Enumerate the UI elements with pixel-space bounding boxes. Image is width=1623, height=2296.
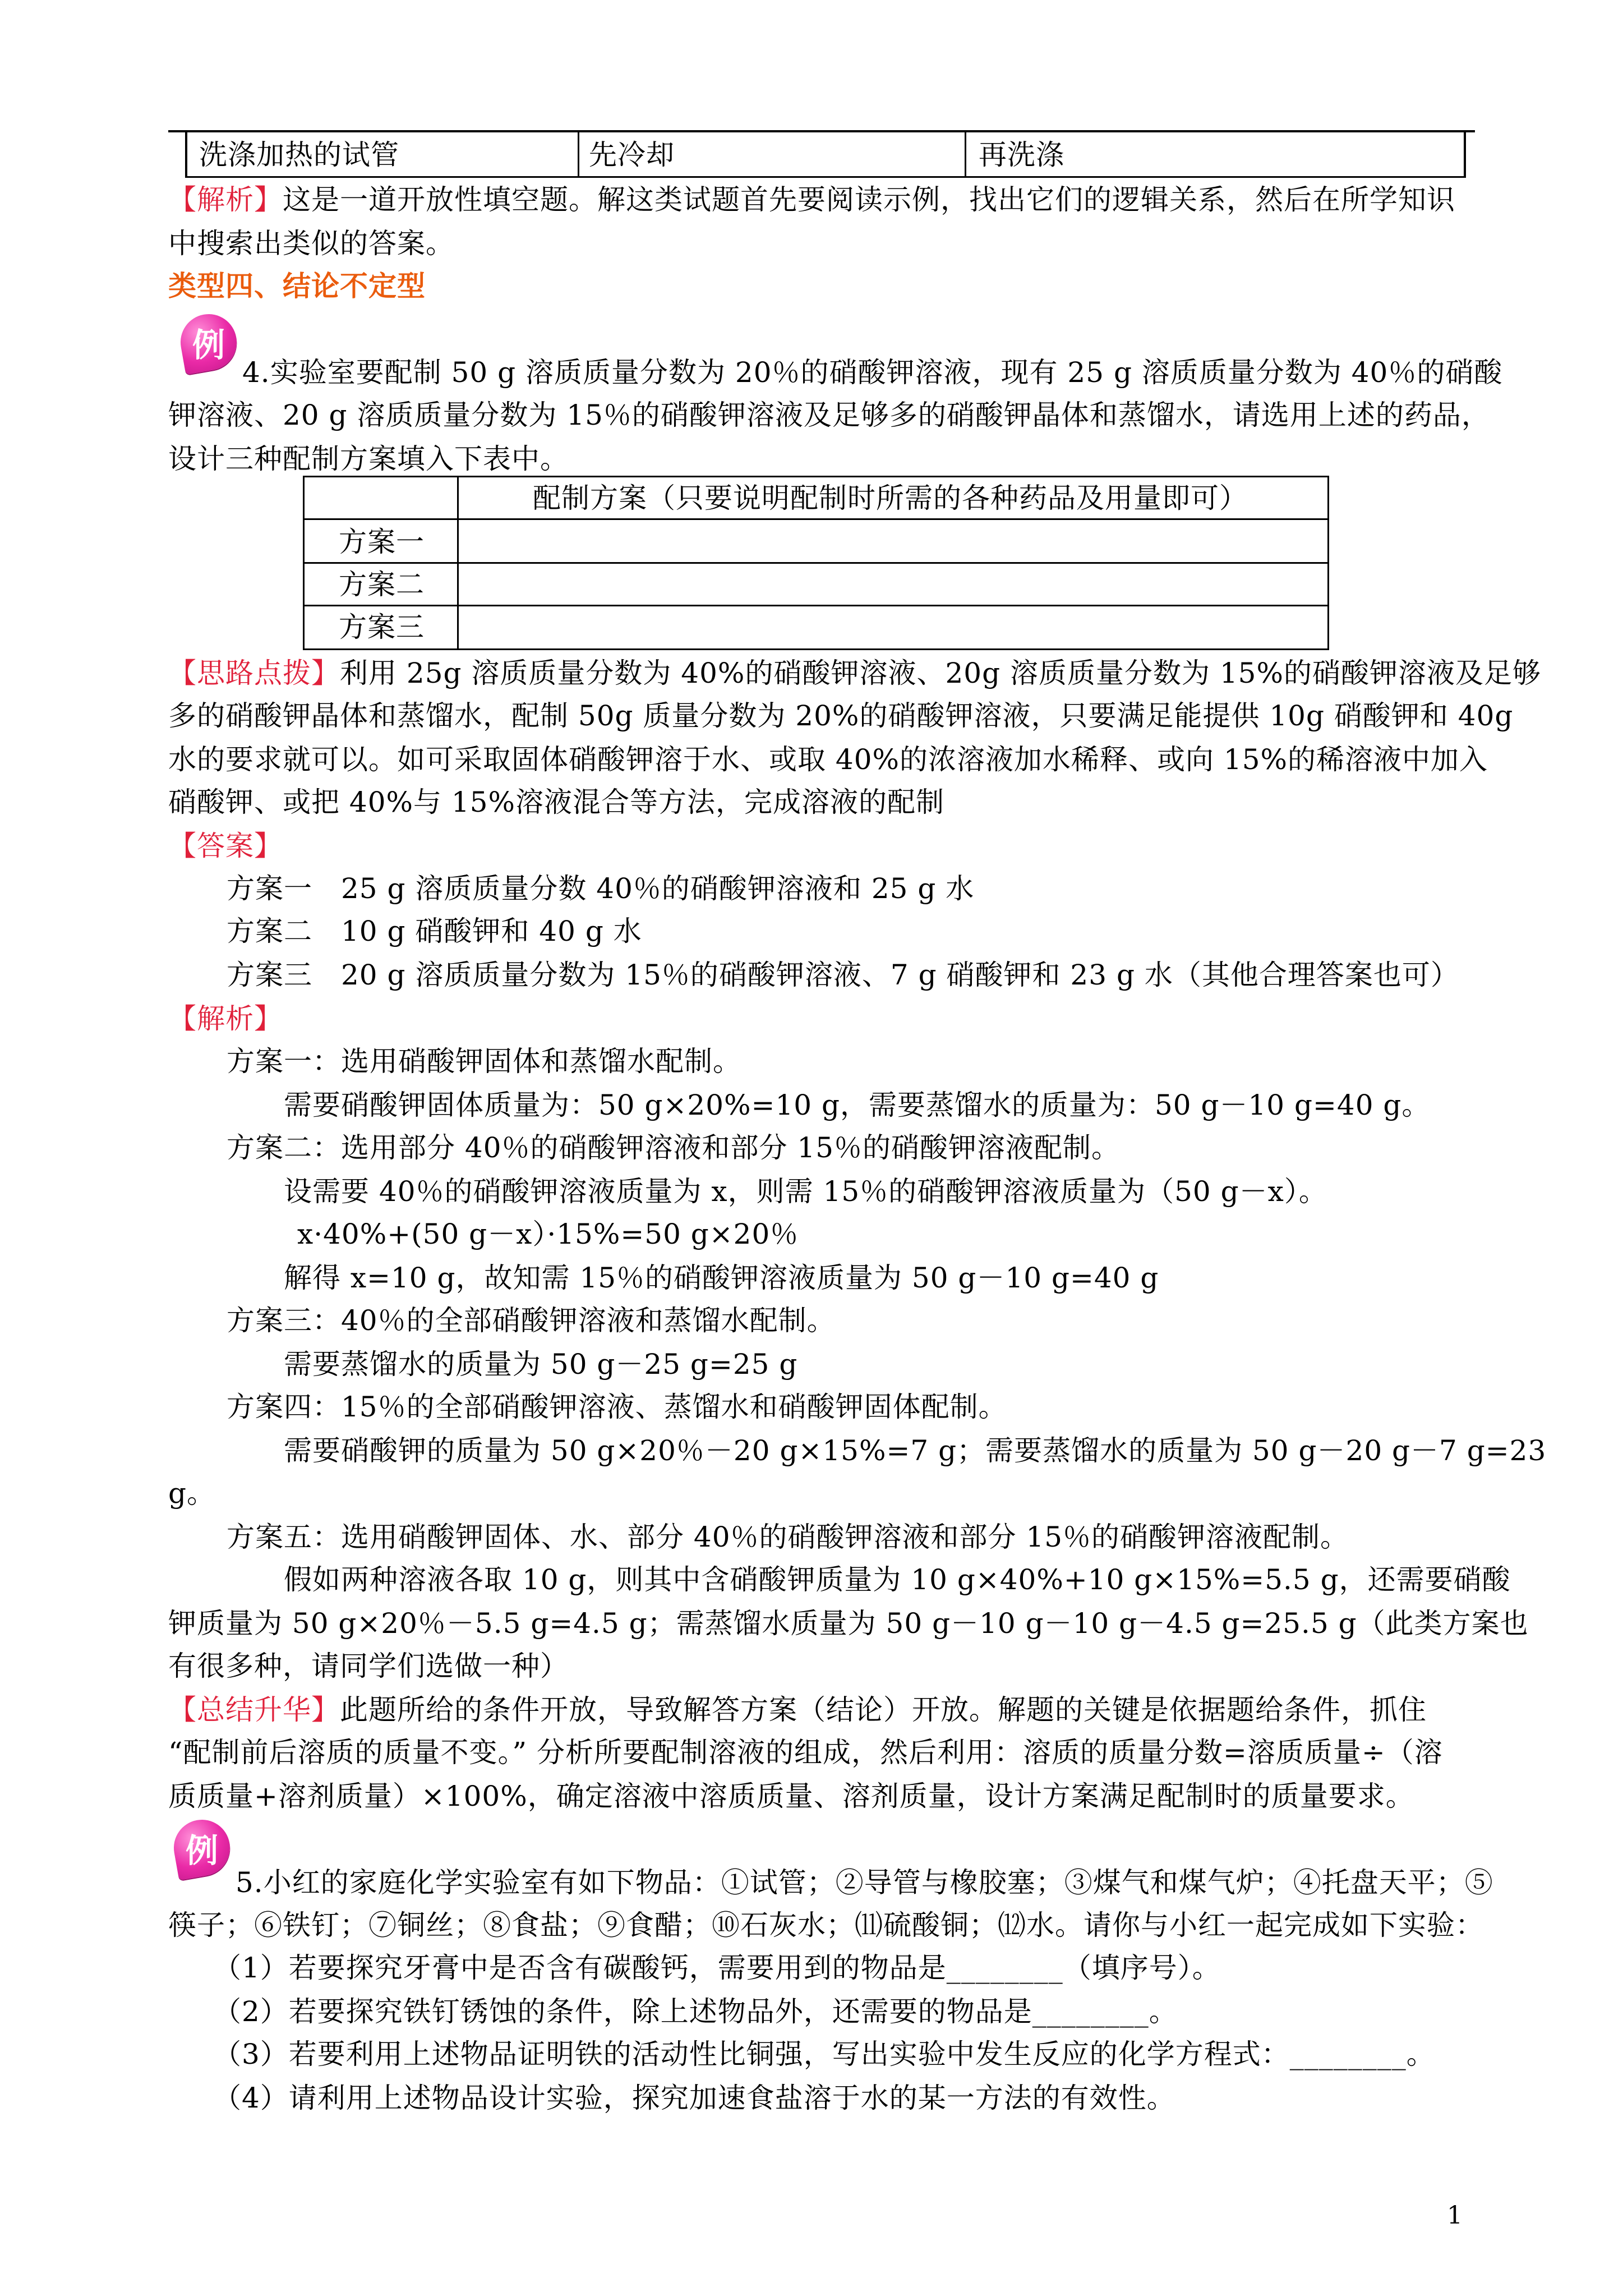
table-border [303,476,305,650]
table-cell: 再洗涤 [979,139,1064,171]
question-line: 设计三种配制方案填入下表中。 [168,443,569,475]
paragraph: 【总结升华】此题所给的条件开放，导致解答方案（结论）开放。解题的关键是依据题给条件，抓住 [168,1694,1427,1726]
answer-line: 方案二 10 g 硝酸钾和 40 g 水 [227,915,642,947]
question-line: 钾溶液、20 g 溶质质量分数为 15％的硝酸钾溶液及足够多的硝酸钾晶体和蒸馏水，请选用上述的药品， [168,399,1490,431]
example-badge-icon: 例 [176,310,241,375]
sub-question: （4）请利用上述物品设计实验，探究加速食盐溶于水的某一方法的有效性。 [213,2082,1175,2114]
section-heading: 类型四、结论不定型 [168,269,426,302]
table-cell: 先冷却 [589,139,675,171]
analysis-line: 解得 x=10 g，故知需 15％的硝酸钾溶液质量为 50 g－10 g=40 g [284,1262,1159,1294]
analysis-line: g。 [168,1477,216,1510]
table-row-label: 方案二 [339,568,425,601]
table-border [1464,132,1466,177]
answer-line: 方案一 25 g 溶质质量分数 40％的硝酸钾溶液和 25 g 水 [227,872,975,905]
question-line: 筷子；⑥铁钉；⑦铜丝；⑧食盐；⑨食醋；⑩石灰水；⑾硫酸铜；⑿水。请你与小红一起完成如下实验： [168,1909,1484,1941]
paragraph: 【解析】这是一道开放性填空题。解这类试题首先要阅读示例，找出它们的逻辑关系，然后在所学知识 [168,183,1455,216]
question-line: 4.实验室要配制 50 g 溶质质量分数为 20％的硝酸钾溶液，现有 25 g 溶质质量分数为 40％的硝酸 [242,356,1503,389]
analysis-line: 需要蒸馏水的质量为 50 g－25 g=25 g [284,1348,798,1381]
analysis-line: 方案一：选用硝酸钾固体和蒸馏水配制。 [227,1045,741,1078]
paragraph-line: “配制前后溶质的质量不变。” 分析所要配制溶液的组成，然后利用：溶质的质量分数=溶质质量÷（溶 [168,1736,1443,1769]
paragraph-line: 质质量+溶剂质量）×100%，确定溶液中溶质质量、溶剂质量，设计方案满足配制时的质量要求。 [168,1780,1414,1812]
analysis-tag: 【解析】 [168,183,283,216]
analysis-equation: x·40%+(50 g－x）·15%=50 g×20％ [297,1218,799,1250]
paragraph: 【思路点拨】利用 25g 溶质质量分数为 40%的硝酸钾溶液、20g 溶质质量分数为 15%的硝酸钾溶液及足够 [168,657,1541,689]
paragraph-line: 水的要求就可以。如可采取固体硝酸钾溶于水、或取 40%的浓溶液加水稀释、或向 15%的稀溶液中加入 [168,743,1488,776]
answer-line: 方案三 20 g 溶质质量分数为 15％的硝酸钾溶液、7 g 硝酸钾和 23 g 水（其他合理答案也可） [227,959,1459,991]
analysis-line: 方案五：选用硝酸钾固体、水、部分 40％的硝酸钾溶液和部分 15％的硝酸钾溶液配制。 [227,1521,1349,1553]
table-border [185,132,187,177]
table-border [457,476,459,650]
analysis-line: 假如两种溶液各取 10 g，则其中含硝酸钾质量为 10 g×40%+10 g×15%=5.5 g，还需要硝酸 [284,1563,1511,1596]
answer-tag: 【答案】 [168,830,283,862]
table-border [185,176,1466,178]
analysis-line: 有很多种，请同学们选做一种） [168,1650,569,1682]
table-border [965,132,966,177]
analysis-line: 方案三：40％的全部硝酸钾溶液和蒸馏水配制。 [227,1304,836,1337]
analysis-line: 钾质量为 50 g×20％－5.5 g=4.5 g；需蒸馏水质量为 50 g－10 g－10 g－4.5 g=25.5 g（此类方案也 [168,1607,1529,1640]
table-row-label: 方案一 [339,526,425,558]
paragraph-line: 中搜索出类似的答案。 [168,227,454,260]
table-row-label: 方案三 [339,611,425,643]
analysis-line: 需要硝酸钾固体质量为：50 g×20%=10 g，需要蒸馏水的质量为：50 g－10 g=40 g。 [284,1089,1431,1121]
paragraph-line: 多的硝酸钾晶体和蒸馏水，配制 50g 质量分数为 20%的硝酸钾溶液，只要满足能提供 10g 硝酸钾和 40g [168,700,1514,732]
question-line: 5.小红的家庭化学实验室有如下物品：①试管；②导管与橡胶塞；③煤气和煤气炉；④托盘天平；⑤ [236,1866,1493,1899]
table-border [578,132,579,177]
top-rule [168,130,1475,132]
summary-tag: 【总结升华】 [168,1694,340,1726]
sub-question: （3）若要利用上述物品证明铁的活动性比铜强，写出实验中发生反应的化学方程式：________。 [213,2038,1435,2070]
analysis-tag: 【解析】 [168,1002,283,1035]
table-cell: 洗涤加热的试管 [199,139,399,171]
table-border [1327,476,1329,650]
analysis-line: 设需要 40％的硝酸钾溶液质量为 x，则需 15％的硝酸钾溶液质量为（50 g－x）。 [284,1175,1327,1208]
table-header: 配制方案（只要说明配制时所需的各种药品及用量即可） [533,482,1248,514]
paragraph-line: 硝酸钾、或把 40%与 15%溶液混合等方法，完成溶液的配制 [168,786,945,818]
sub-question: （2）若要探究铁钉锈蚀的条件，除上述物品外，还需要的物品是________。 [213,1995,1178,2028]
analysis-line: 方案四：15％的全部硝酸钾溶液、蒸馏水和硝酸钾固体配制。 [227,1391,1007,1423]
sub-question: （1）若要探究牙膏中是否含有碳酸钙，需要用到的物品是________（填序号）。 [213,1952,1221,1984]
hint-tag: 【思路点拨】 [168,657,340,689]
analysis-line: 方案二：选用部分 40％的硝酸钾溶液和部分 15％的硝酸钾溶液配制。 [227,1131,1121,1164]
example-badge-icon: 例 [169,1815,234,1880]
analysis-line: 需要硝酸钾的质量为 50 g×20％－20 g×15%=7 g；需要蒸馏水的质量为 50 g－20 g－7 g=23 [284,1434,1547,1467]
page-number: 1 [1447,2201,1463,2230]
